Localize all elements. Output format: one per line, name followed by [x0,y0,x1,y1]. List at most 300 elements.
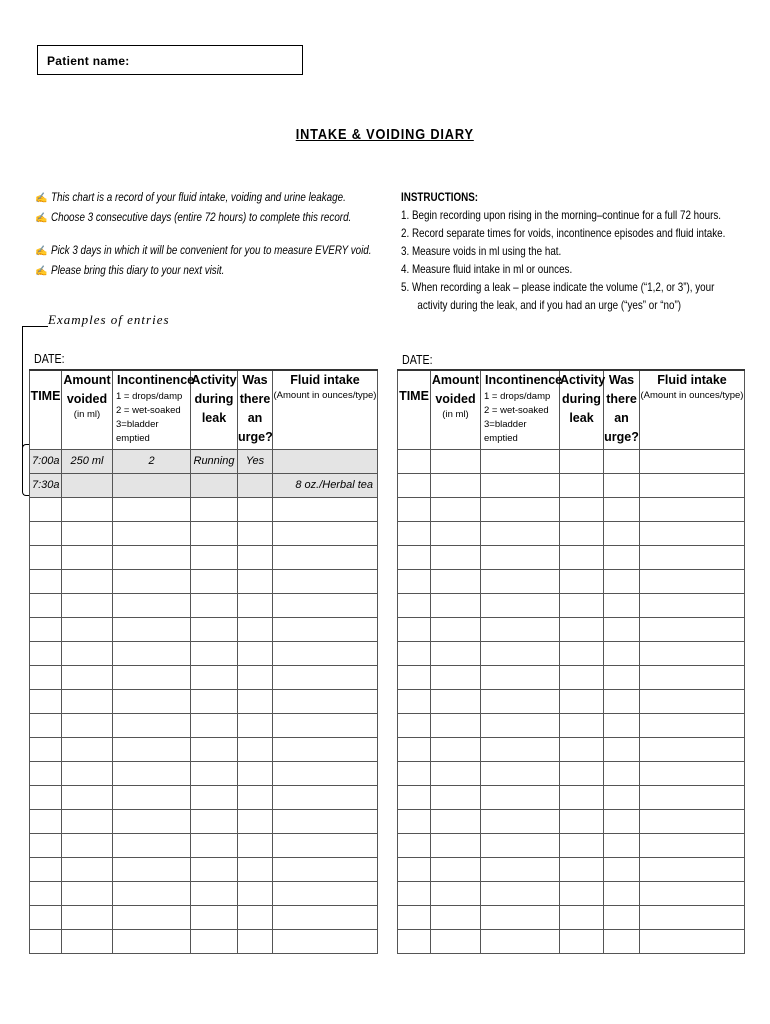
entry-cell[interactable] [30,809,62,833]
table-row [398,881,745,905]
writing-hand-icon: ✍ [35,213,48,224]
entry-cell[interactable] [431,857,481,881]
entry-cell[interactable] [191,665,238,689]
entry-cell[interactable] [191,617,238,641]
entry-cell[interactable] [398,521,431,545]
entry-cell[interactable] [398,785,431,809]
entry-cell[interactable] [238,497,273,521]
time-header: TIME [398,370,431,449]
entry-cell[interactable] [113,641,191,665]
table-row [398,689,745,713]
entry-cell[interactable] [273,905,378,929]
entry-cell[interactable] [62,689,113,713]
entry-cell[interactable] [238,881,273,905]
entry-cell[interactable] [560,833,604,857]
entry-cell[interactable] [30,881,62,905]
entry-cell[interactable] [431,785,481,809]
entry-cell[interactable] [30,641,62,665]
entry-cell[interactable] [398,857,431,881]
entry-cell[interactable] [62,665,113,689]
entry-cell[interactable] [560,473,604,497]
entry-cell[interactable] [30,689,62,713]
entry-cell[interactable] [481,785,560,809]
entry-cell[interactable] [481,569,560,593]
entry-cell[interactable] [431,737,481,761]
activity-header: Activity during leak [191,370,238,449]
entry-cell[interactable] [62,905,113,929]
entry-cell[interactable] [191,569,238,593]
entry-cell[interactable] [273,689,378,713]
entry-cell[interactable] [604,761,640,785]
entry-cell[interactable] [560,761,604,785]
entry-cell[interactable] [604,689,640,713]
example-activity [191,473,238,497]
entry-cell[interactable] [273,929,378,953]
entry-cell[interactable] [113,809,191,833]
entry-cell[interactable] [191,905,238,929]
entry-cell[interactable] [191,761,238,785]
entry-cell[interactable] [238,905,273,929]
entry-cell[interactable] [481,881,560,905]
entry-cell[interactable] [481,929,560,953]
entry-cell[interactable] [398,761,431,785]
entry-cell[interactable] [30,833,62,857]
entry-cell[interactable] [113,593,191,617]
entry-cell[interactable] [398,473,431,497]
entry-cell[interactable] [481,497,560,521]
entry-cell[interactable] [191,713,238,737]
entry-cell[interactable] [273,809,378,833]
entry-cell[interactable] [481,905,560,929]
diary-table-left [29,369,378,954]
fluid-header: Fluid intake (Amount in ounces/type) [640,370,745,449]
instruction-item: 3. Measure voids in ml using the hat. [401,244,562,258]
table-row [398,449,745,473]
entry-cell[interactable] [431,665,481,689]
entry-cell[interactable] [30,737,62,761]
entry-cell[interactable] [113,617,191,641]
entry-cell[interactable] [30,617,62,641]
entry-cell[interactable] [640,689,745,713]
entry-cell[interactable] [62,809,113,833]
entry-cell[interactable] [238,545,273,569]
entry-cell[interactable] [62,785,113,809]
examples-pointer-line [22,326,48,327]
entry-cell[interactable] [604,473,640,497]
entry-cell[interactable] [604,809,640,833]
entry-cell[interactable] [640,545,745,569]
entry-cell[interactable] [30,569,62,593]
entry-cell[interactable] [560,713,604,737]
entry-cell[interactable] [431,473,481,497]
table-row [30,713,378,737]
entry-cell[interactable] [640,473,745,497]
entry-cell[interactable] [604,881,640,905]
entry-cell[interactable] [113,569,191,593]
entry-cell[interactable] [431,929,481,953]
entry-cell[interactable] [398,905,431,929]
entry-cell[interactable] [62,929,113,953]
entry-cell[interactable] [273,617,378,641]
entry-cell[interactable] [398,713,431,737]
note-item: ✍ Choose 3 consecutive days (entire 72 hours) to complete this record. [35,208,442,228]
table-row [398,785,745,809]
entry-cell[interactable] [431,545,481,569]
entry-cell[interactable] [191,833,238,857]
entry-cell[interactable] [273,713,378,737]
entry-cell[interactable] [191,929,238,953]
entry-cell[interactable] [191,737,238,761]
entry-cell[interactable] [431,809,481,833]
entry-cell[interactable] [398,545,431,569]
entry-cell[interactable] [640,857,745,881]
entry-cell[interactable] [398,641,431,665]
entry-cell[interactable] [238,665,273,689]
table-row [398,545,745,569]
entry-cell[interactable] [113,761,191,785]
entry-cell[interactable] [560,689,604,713]
entry-cell[interactable] [481,545,560,569]
entry-cell[interactable] [398,593,431,617]
entry-cell[interactable] [481,617,560,641]
entry-cell[interactable] [113,497,191,521]
entry-cell[interactable] [273,737,378,761]
entry-cell[interactable] [640,569,745,593]
entry-cell[interactable] [398,665,431,689]
entry-cell[interactable] [604,449,640,473]
table-row [30,689,378,713]
table-row [30,641,378,665]
example-urge [238,473,273,497]
entry-cell[interactable] [191,857,238,881]
entry-cell[interactable] [398,737,431,761]
instructions-heading: INSTRUCTIONS: [401,190,479,204]
entry-cell[interactable] [238,521,273,545]
entry-cell[interactable] [113,545,191,569]
entry-cell[interactable] [431,449,481,473]
entry-cell[interactable] [481,593,560,617]
entry-cell[interactable] [191,545,238,569]
entry-cell[interactable] [431,593,481,617]
entry-cell[interactable] [431,761,481,785]
entry-cell[interactable] [560,545,604,569]
entry-cell[interactable] [62,833,113,857]
entry-cell[interactable] [481,689,560,713]
entry-cell[interactable] [238,833,273,857]
entry-cell[interactable] [604,785,640,809]
entry-cell[interactable] [640,449,745,473]
urge-header: Was there an urge? [604,370,640,449]
table-row [398,593,745,617]
entry-cell[interactable] [481,857,560,881]
entry-cell[interactable] [62,881,113,905]
entry-cell[interactable] [604,857,640,881]
table-row [398,905,745,929]
entry-cell[interactable] [640,761,745,785]
entry-cell[interactable] [481,449,560,473]
entry-cell[interactable] [481,809,560,833]
entry-cell[interactable] [113,521,191,545]
table-row [398,929,745,953]
entry-cell[interactable] [560,497,604,521]
writing-hand-icon: ✍ [35,266,48,277]
entry-cell[interactable] [30,545,62,569]
entry-cell[interactable] [560,785,604,809]
note-item: ✍ Pick 3 days in which it will be convenient for you to measure EVERY void. [35,241,442,261]
activity-header: Activity during leak [560,370,604,449]
entry-cell[interactable] [62,545,113,569]
entry-cell[interactable] [273,497,378,521]
entry-cell[interactable] [560,665,604,689]
entry-cell[interactable] [273,857,378,881]
entry-cell[interactable] [30,857,62,881]
entry-cell[interactable] [431,569,481,593]
entry-cell[interactable] [238,689,273,713]
table-row [398,809,745,833]
entry-cell[interactable] [113,737,191,761]
table-row [30,785,378,809]
entry-cell[interactable] [191,689,238,713]
entry-cell[interactable] [398,929,431,953]
entry-cell[interactable] [273,665,378,689]
entry-cell[interactable] [62,521,113,545]
entry-cell[interactable] [273,545,378,569]
entry-cell[interactable] [604,905,640,929]
entry-cell[interactable] [481,761,560,785]
entry-cell[interactable] [640,521,745,545]
entry-cell[interactable] [398,809,431,833]
entry-cell[interactable] [62,617,113,641]
incontinence-header: Incontinence 1 = drops/damp 2 = wet-soaked 3=bladder emptied [481,370,560,449]
patient-name-field[interactable] [37,45,303,75]
entry-cell[interactable] [273,881,378,905]
entry-cell[interactable] [481,737,560,761]
entry-cell[interactable] [238,785,273,809]
entry-cell[interactable] [560,449,604,473]
table-row [30,545,378,569]
entry-cell[interactable] [273,593,378,617]
example-row [30,449,378,473]
entry-cell[interactable] [398,449,431,473]
entry-cell[interactable] [431,641,481,665]
entry-cell[interactable] [560,857,604,881]
entry-cell[interactable] [604,737,640,761]
entry-cell[interactable] [398,689,431,713]
entry-cell[interactable] [560,809,604,833]
entry-cell[interactable] [30,497,62,521]
entry-cell[interactable] [398,881,431,905]
entry-cell[interactable] [431,833,481,857]
entry-cell[interactable] [238,857,273,881]
entry-cell[interactable] [560,617,604,641]
entry-cell[interactable] [30,929,62,953]
entry-cell[interactable] [273,569,378,593]
entry-cell[interactable] [431,881,481,905]
entry-cell[interactable] [191,593,238,617]
entry-cell[interactable] [191,809,238,833]
entry-cell[interactable] [238,713,273,737]
table-row [398,713,745,737]
entry-cell[interactable] [191,497,238,521]
entry-cell[interactable] [113,881,191,905]
entry-cell[interactable] [62,761,113,785]
entry-cell[interactable] [640,785,745,809]
page-title: INTAKE & VOIDING DIARY [295,126,475,143]
entry-cell[interactable] [481,713,560,737]
entry-cell[interactable] [604,713,640,737]
entry-cell[interactable] [238,617,273,641]
incontinence-header: Incontinence 1 = drops/damp 2 = wet-soaked 3=bladder emptied [113,370,191,449]
entry-cell[interactable] [604,545,640,569]
entry-cell[interactable] [30,593,62,617]
entry-cell[interactable] [273,785,378,809]
entry-cell[interactable] [113,689,191,713]
entry-cell[interactable] [640,593,745,617]
entry-cell[interactable] [238,569,273,593]
entry-cell[interactable] [640,905,745,929]
entry-cell[interactable] [640,833,745,857]
entry-cell[interactable] [560,569,604,593]
entry-cell[interactable] [238,809,273,833]
entry-cell[interactable] [273,521,378,545]
entry-cell[interactable] [481,641,560,665]
entry-cell[interactable] [640,641,745,665]
entry-cell[interactable] [113,785,191,809]
table-row [30,929,378,953]
entry-cell[interactable] [640,737,745,761]
entry-cell[interactable] [62,569,113,593]
entry-cell[interactable] [431,905,481,929]
entry-cell[interactable] [560,929,604,953]
table-row [398,473,745,497]
entry-cell[interactable] [30,521,62,545]
fluid-header: Fluid intake (Amount in ounces/type) [273,370,378,449]
entry-cell[interactable] [431,689,481,713]
entry-cell[interactable] [431,617,481,641]
entry-cell[interactable] [604,593,640,617]
table-row [398,857,745,881]
patient-name-label: Patient name: [47,54,130,68]
entry-cell[interactable] [640,617,745,641]
entry-cell[interactable] [481,473,560,497]
entry-cell[interactable] [604,521,640,545]
instruction-item: activity during the leak, and if you had an urge (“yes” or “no”) [401,298,682,312]
entry-cell[interactable] [398,833,431,857]
entry-cell[interactable] [273,833,378,857]
entry-cell[interactable] [238,593,273,617]
examples-label: Examples of entries [48,312,170,327]
entry-cell[interactable] [238,761,273,785]
table-row [30,665,378,689]
time-header: TIME [30,370,62,449]
entry-cell[interactable] [62,737,113,761]
entry-cell[interactable] [238,737,273,761]
writing-hand-icon: ✍ [35,246,48,257]
entry-cell[interactable] [113,833,191,857]
table-row [398,665,745,689]
entry-cell[interactable] [640,809,745,833]
example-incontinence [113,473,191,497]
entry-cell[interactable] [560,641,604,665]
entry-cell[interactable] [431,521,481,545]
entry-cell[interactable] [640,665,745,689]
entry-cell[interactable] [191,881,238,905]
entry-cell[interactable] [62,593,113,617]
entry-cell[interactable] [640,497,745,521]
entry-cell[interactable] [604,929,640,953]
table-row [30,737,378,761]
entry-cell[interactable] [113,713,191,737]
table-row [398,641,745,665]
example-amount: 250 ml [62,449,113,473]
entry-cell[interactable] [640,713,745,737]
entry-cell[interactable] [113,857,191,881]
table-row [398,521,745,545]
table-row [398,617,745,641]
entry-cell[interactable] [604,665,640,689]
table-row [30,593,378,617]
entry-cell[interactable] [640,929,745,953]
entry-cell[interactable] [604,641,640,665]
entry-cell[interactable] [191,641,238,665]
entry-cell[interactable] [113,929,191,953]
entry-cell[interactable] [113,905,191,929]
entry-cell[interactable] [273,761,378,785]
entry-cell[interactable] [431,713,481,737]
entry-cell[interactable] [30,785,62,809]
entry-cell[interactable] [113,665,191,689]
entry-cell[interactable] [273,641,378,665]
entry-cell[interactable] [604,497,640,521]
entry-cell[interactable] [481,833,560,857]
entry-cell[interactable] [191,521,238,545]
example-row [30,473,378,497]
entry-cell[interactable] [62,497,113,521]
entry-cell[interactable] [481,521,560,545]
table-row [30,809,378,833]
entry-cell[interactable] [238,929,273,953]
entry-cell[interactable] [560,521,604,545]
entry-cell[interactable] [62,641,113,665]
table-row [30,569,378,593]
entry-cell[interactable] [431,497,481,521]
entry-cell[interactable] [62,857,113,881]
instruction-item: 2. Record separate times for voids, incontinence episodes and fluid intake. [401,226,726,240]
entry-cell[interactable] [604,569,640,593]
entry-cell[interactable] [30,713,62,737]
entry-cell[interactable] [560,737,604,761]
entry-cell[interactable] [30,761,62,785]
table-row [398,761,745,785]
entry-cell[interactable] [604,617,640,641]
entry-cell[interactable] [30,905,62,929]
entry-cell[interactable] [560,905,604,929]
entry-cell[interactable] [481,665,560,689]
entry-cell[interactable] [560,881,604,905]
example-fluid [273,449,378,473]
entry-cell[interactable] [398,569,431,593]
entry-cell[interactable] [560,593,604,617]
entry-cell[interactable] [398,497,431,521]
entry-cell[interactable] [640,881,745,905]
entry-cell[interactable] [604,833,640,857]
entry-cell[interactable] [398,617,431,641]
entry-cell[interactable] [62,713,113,737]
table-row [30,905,378,929]
entry-cell[interactable] [238,641,273,665]
entry-cell[interactable] [191,785,238,809]
entry-cell[interactable] [30,665,62,689]
